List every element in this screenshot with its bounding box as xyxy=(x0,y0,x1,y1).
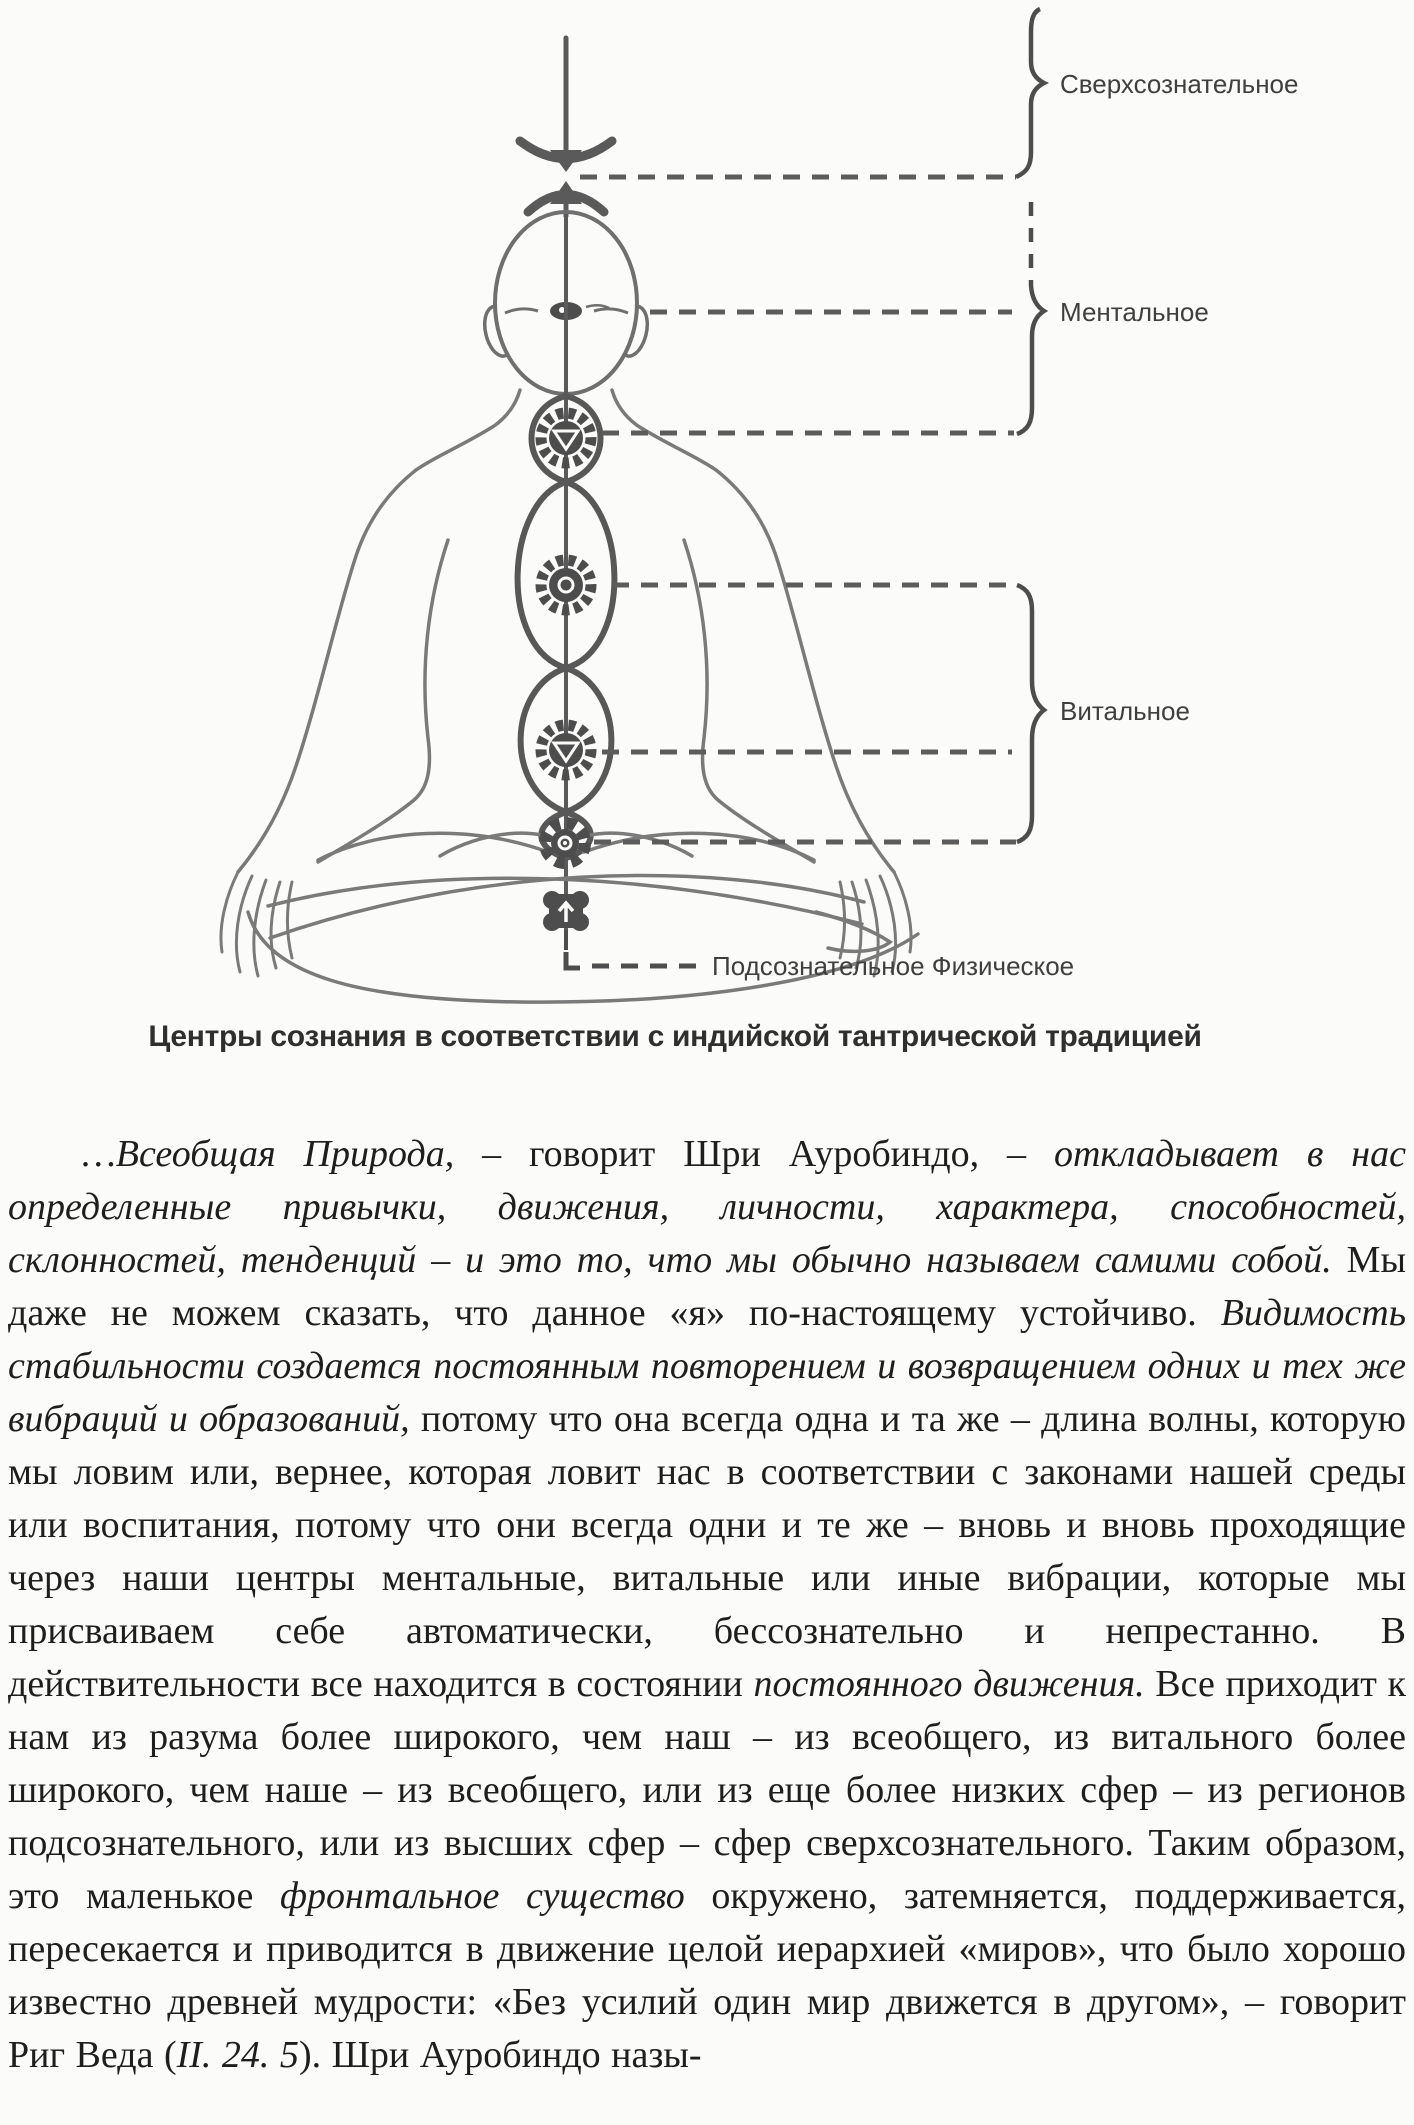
superconscious-label: Сверхсознательное xyxy=(1060,69,1299,99)
figure-caption: Центры сознания в соответствии с индийской тантрической традицией xyxy=(148,1020,1202,1053)
text-segment: потому что она всегда одна и та же – длина волны, которую мы ловим или, вернее, которая ловит нас в соответствии с законами нашей среды или воспитания, потому что они всегда одни и те же – вновь и вновь проходящие через наши центры ментальные, витальные или иные вибрации, которые мы присваиваем себе автоматически, бессознательно и непрестанно. В действительности все находится в состоянии xyxy=(8,1398,1406,1705)
subconscious-physical-label: Подсознательное Физическое xyxy=(712,951,1075,981)
text-segment: Видимость стабильности создается постоянным повторением и возвращением одних и тех же вибраций и образований, xyxy=(8,1292,1406,1440)
root-chakra-icon xyxy=(543,891,589,931)
closed-left-eye xyxy=(505,309,538,313)
text-segment: – говорит Шри Ауробиндо, – xyxy=(454,1133,1054,1175)
mental-brace xyxy=(1017,202,1044,434)
text-segment: Мы даже не можем сказать, что данное «я» по-настоящему устойчиво. xyxy=(8,1239,1406,1334)
superconscious-brace xyxy=(1016,9,1044,177)
descending-arrow-icon xyxy=(520,38,612,172)
mental-label: Ментальное xyxy=(1060,297,1209,327)
text-segment: откладывает в нас определенные привычки, движения, личности, характера, способностей, склонностей, тенденций – и это то, что мы обычно называем самими собой. xyxy=(8,1133,1406,1281)
closed-right-eye xyxy=(594,309,628,313)
text-segment: Все приходит к нам из разума более широкого, чем наш – из всеобщего, из витального более широкого, чем наше – из всеобщего, или из еще более низких сфер – из регионов подсознательного, или из высших сфер – сфер сверхсознательного. Таким образом, это маленькое xyxy=(8,1663,1406,1917)
text-segment: …Всеобщая Природа, xyxy=(82,1133,455,1175)
text-segment: ). Шри Ауробиндо назы- xyxy=(298,2034,702,2076)
text-segment: окружено, затемняется, поддерживается, пересекается и приводится в движение целой иерархией «миров», что было хорошо известно древней мудрости: «Без усилий один мир движется в другом», – говорит Риг Веда ( xyxy=(8,1875,1406,2076)
text-segment: постоянного движения. xyxy=(753,1663,1145,1705)
body-paragraph xyxy=(0,1128,1414,2082)
vital-brace xyxy=(1017,585,1044,842)
subconscious-pointer xyxy=(566,930,700,968)
figure-illustration xyxy=(0,0,1414,1005)
text-segment: фронтальное существо xyxy=(280,1875,685,1917)
text-segment: II. 24. 5 xyxy=(176,2034,299,2076)
sacral-chakra-icon xyxy=(545,823,585,863)
vital-label: Витальное xyxy=(1060,696,1190,726)
left-hand xyxy=(221,872,292,976)
